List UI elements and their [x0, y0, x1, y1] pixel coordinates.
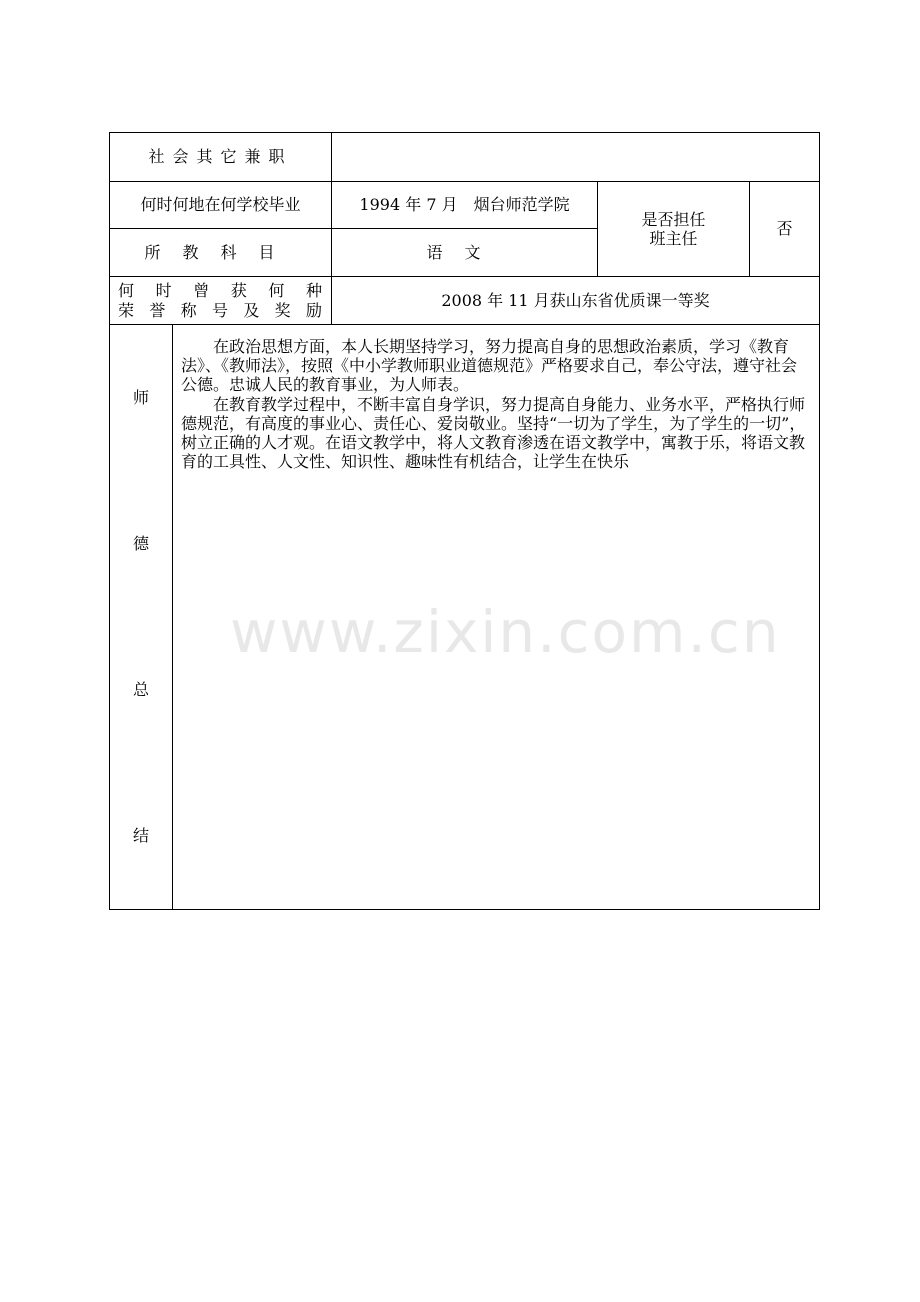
honors-value: 2008 年 11 月获山东省优质课一等奖: [332, 277, 820, 325]
homeroom-label-line2: 班主任: [649, 229, 698, 248]
summary-label-char: 总: [132, 680, 149, 699]
honors-label: [110, 277, 332, 325]
honors-label-line1: 何 时 曾 获 何 种: [118, 281, 323, 301]
homeroom-value: 否: [750, 182, 820, 277]
summary-paragraph: 在政治思想方面，本人长期坚持学习，努力提高自身的思想政治素质，学习《教育法》、《教师法》，按照《中小学教师职业道德规范》严格要求自己，奉公守法，遵守社会公德。忠诚人民的教育事业，为人师表。: [181, 337, 798, 395]
summary-label-char: 师: [132, 388, 149, 407]
summary-paragraph: 在教育教学过程中，不断丰富自身学识，努力提高自身能力、业务水平，严格执行师德规范，有高度的事业心、责任心、爱岗敬业。坚持“一切为了学生，为了学生的一切”，树立正确的人才观。在语文教学中，将人文教育渗透在语文教学中，寓教于乐，将语文教育的工具性、人文性、知识性、趣味性有机结合，让学生在快乐: [181, 394, 806, 472]
graduation-value: 1994 年 7 月 烟台师范学院: [332, 182, 598, 229]
honors-label-line2: 荣 誉 称 号 及 奖 励: [118, 300, 323, 320]
summary-label-char: 德: [132, 534, 149, 553]
homeroom-label: [598, 182, 750, 277]
summary-label: [110, 325, 173, 910]
subject-value: 语文: [332, 229, 598, 277]
summary-content: [173, 325, 820, 910]
watermark: www.zixin.com.cn: [230, 598, 781, 666]
subject-label: 所教科目: [110, 229, 332, 277]
graduation-label: 何时何地在何学校毕业: [110, 182, 332, 229]
teacher-info-form: [109, 132, 820, 910]
homeroom-label-line1: 是否担任: [641, 209, 706, 229]
summary-label-char: 结: [132, 826, 149, 845]
other-jobs-label: 社会其它兼职: [110, 133, 332, 182]
other-jobs-value: [332, 133, 820, 182]
